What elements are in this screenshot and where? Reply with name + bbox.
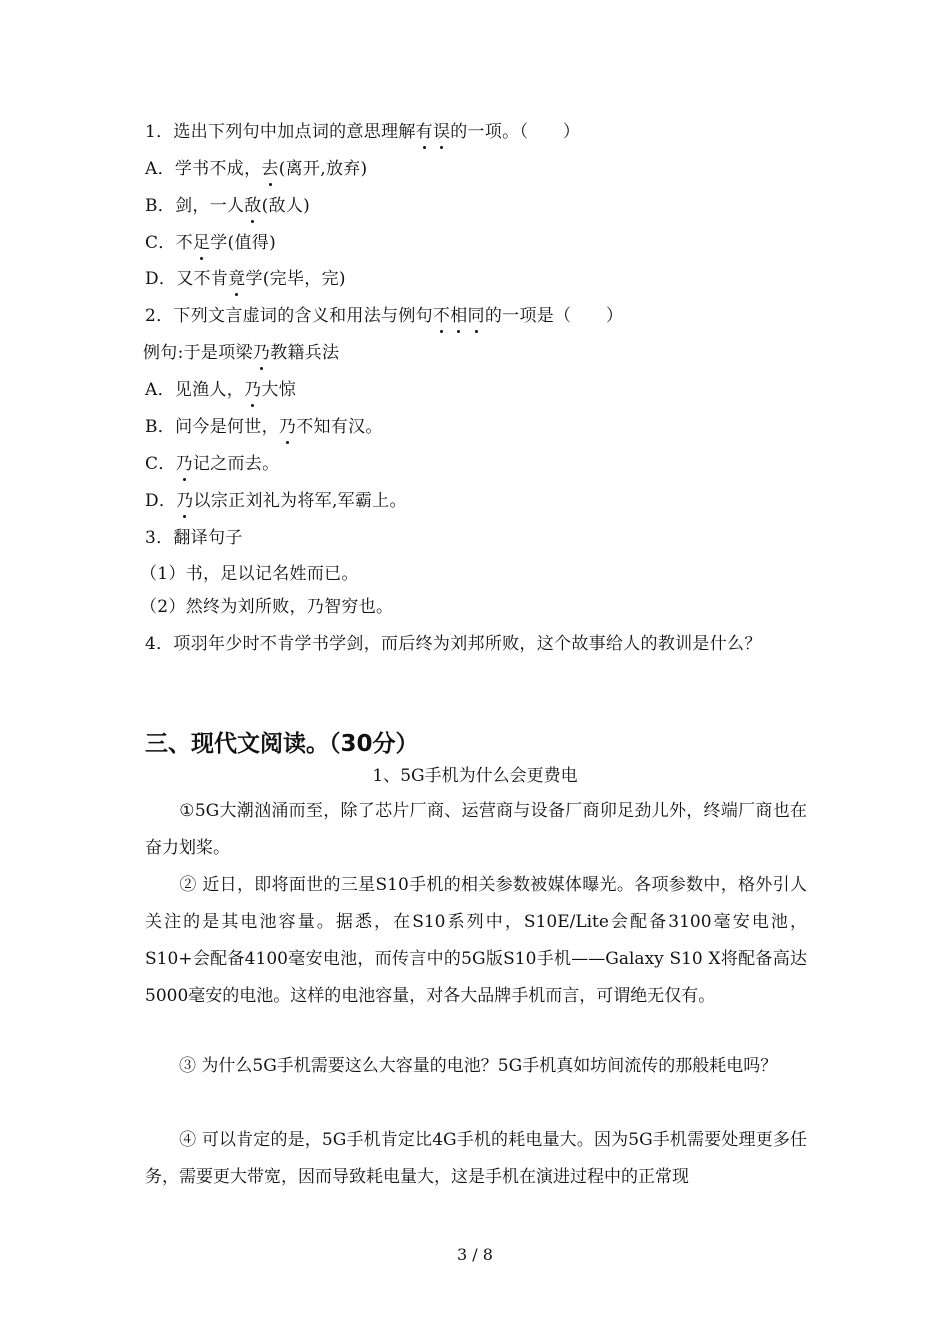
text: 学(值得) bbox=[210, 233, 276, 253]
text: 2．下列文言虚词的含义和用法与例句 bbox=[145, 306, 433, 326]
dotted-char: 竟 bbox=[228, 269, 246, 289]
question-1-option-b bbox=[145, 195, 310, 217]
dotted-char: 误 bbox=[432, 122, 451, 142]
dotted-char: 敌 bbox=[244, 196, 262, 216]
text: (敌人) bbox=[261, 196, 311, 216]
text: A．见渔人， bbox=[145, 380, 245, 400]
dotted-char: 乃 bbox=[175, 454, 193, 474]
question-3-sentence-2: （2）然终为刘所败，乃智穷也。 bbox=[140, 597, 394, 617]
article-title: 1、5G手机为什么会更费电 bbox=[372, 766, 578, 786]
text: 的一项。（ ） bbox=[450, 122, 581, 142]
dotted-char: 足 bbox=[192, 233, 211, 253]
dotted-char: 乃 bbox=[252, 343, 271, 363]
text: C．不 bbox=[145, 233, 193, 253]
text: 学(完毕，完) bbox=[245, 269, 346, 289]
paragraph-text: ④ 可以肯定的是，5G手机肯定比4G手机的耗电量大。因为5G手机需要处理更多任务，需要更大带宽，因而导致耗电量大，这是手机在演进过程中的正常现 bbox=[145, 1130, 807, 1187]
paragraph-3 bbox=[145, 1048, 807, 1085]
paragraph-text: ② 近日，即将面世的三星S10手机的相关参数被媒体曝光。各项参数中，格外引人关注的是其电池容量。据悉，在S10系列中，S10E/Lite会配备3100毫安电池，S10+会配备4100毫安电池，而传言中的5G版S10手机——Galaxy S10 X将配备高达5000毫安的电池。这样的电池容量，对各大品牌手机而言，可谓绝无仅有。 bbox=[145, 875, 807, 1006]
question-2-example bbox=[143, 342, 339, 364]
text: 不知有汉。 bbox=[296, 417, 383, 437]
paragraph-text: ③ 为什么5G手机需要这么大容量的电池？5G手机真如坊间流传的那般耗电吗？ bbox=[179, 1056, 778, 1076]
question-3-sentence-1: （1）书，足以记名姓而已。 bbox=[140, 564, 359, 584]
dotted-char: 去 bbox=[261, 159, 279, 179]
question-1-option-c bbox=[145, 232, 276, 254]
paragraph-text: ①5G大潮汹涌而至，除了芯片厂商、运营商与设备厂商卯足劲儿外，终端厂商也在奋力划桨。 bbox=[145, 801, 807, 858]
paragraph-4 bbox=[145, 1122, 807, 1196]
question-2-option-b bbox=[145, 416, 383, 438]
section-heading: 三、现代文阅读。（30分） bbox=[145, 731, 419, 757]
text: 例句:于是项梁 bbox=[143, 343, 253, 363]
text: B．问今是何世， bbox=[145, 417, 279, 437]
text: D． bbox=[145, 491, 177, 511]
question-1-option-d bbox=[145, 268, 346, 290]
text: 教籍兵法 bbox=[270, 343, 340, 363]
text: D．又不肯 bbox=[145, 269, 229, 289]
text: 的一项是（ ） bbox=[484, 306, 624, 326]
question-2-option-c bbox=[145, 453, 279, 475]
question-2-option-a bbox=[145, 379, 296, 401]
page-number: 3 / 8 bbox=[457, 1245, 493, 1264]
text: 以宗正刘礼为将军,军霸上。 bbox=[193, 491, 407, 511]
text: C． bbox=[145, 454, 176, 474]
paragraph-2 bbox=[145, 867, 807, 1015]
text: 1．选出下列句中加点词的意思理解 bbox=[145, 122, 416, 142]
question-2-option-d bbox=[145, 490, 407, 512]
question-4-text: 4．项羽年少时不肯学书学剑，而后终为刘邦所败，这个故事给人的教训是什么？ bbox=[145, 634, 762, 654]
dotted-char: 乃 bbox=[244, 380, 262, 400]
text: 大惊 bbox=[261, 380, 296, 400]
dotted-char: 不 bbox=[432, 306, 451, 326]
question-3-title: 3．翻译句子 bbox=[145, 528, 243, 548]
text: B．剑，一人 bbox=[145, 196, 245, 216]
dotted-char: 乃 bbox=[176, 491, 194, 511]
dotted-char: 相 bbox=[450, 306, 468, 326]
dotted-char: 乃 bbox=[278, 417, 297, 437]
text: A．学书不成， bbox=[145, 159, 262, 179]
text: 记之而去。 bbox=[192, 454, 280, 474]
text: (离开,放弃) bbox=[278, 159, 368, 179]
dotted-char: 有 bbox=[415, 122, 433, 142]
question-1-stem bbox=[145, 121, 580, 143]
paragraph-1 bbox=[145, 793, 807, 867]
question-1-option-a bbox=[145, 158, 367, 180]
question-2-stem bbox=[145, 305, 623, 327]
dotted-char: 同 bbox=[467, 306, 485, 326]
